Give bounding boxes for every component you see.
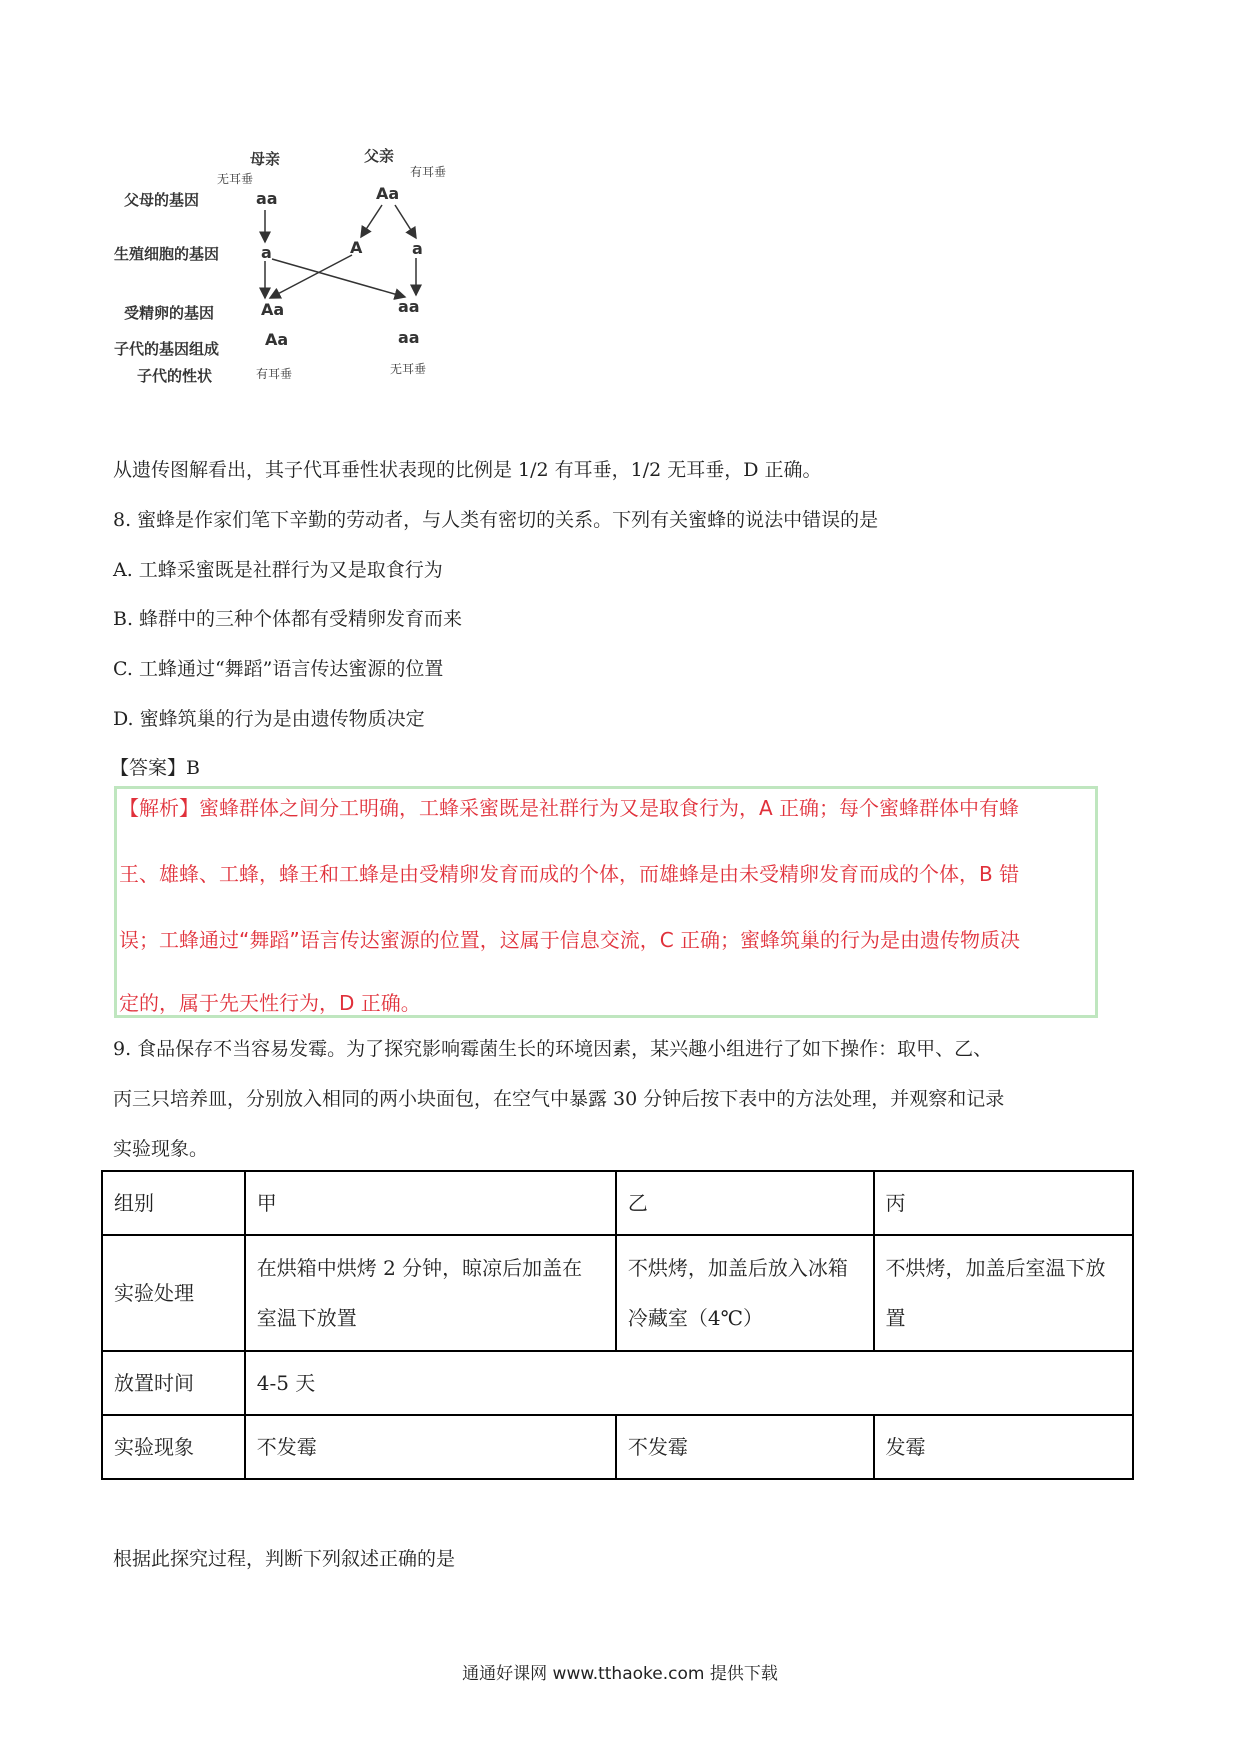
table-row [102,1235,1133,1351]
offspring-left: Aa [265,330,289,349]
diagram-conclusion: 从遗传图解看出，其子代耳垂性状表现的比例是 1/2 有耳垂，1/2 无耳垂，D 正确。 [113,459,822,481]
cell-line: 不烘烤，加盖后放入冰箱 [627,1256,848,1280]
table-cell: 组别 [102,1171,245,1235]
genetic-diagram [100,147,520,440]
table-cell: 发霉 [874,1415,1134,1479]
zygote-left: Aa [261,300,285,319]
cell-line: 不烘烤，加盖后室温下放 [885,1256,1106,1280]
question-9-prompt: 根据此探究过程，判断下列叙述正确的是 [113,1548,456,1570]
father-trait: 有耳垂 [410,165,447,179]
analysis-line-3: 误；工蜂通过“舞蹈”语言传达蜜源的位置，这属于信息交流，C 正确；蜜蜂筑巢的行为是由遗传物质决 [119,928,1021,952]
offspring-right: aa [398,328,420,347]
table-cell: 甲 [245,1171,616,1235]
page-footer: 通通好课网 www.tthaoke.com 提供下载 [462,1664,778,1684]
table-row [102,1171,1133,1235]
analysis-box [114,786,1098,1018]
mother-genotype: aa [256,189,278,208]
father-label: 父亲 [364,147,395,165]
analysis-line-1: 【解析】蜜蜂群体之间分工明确，工蜂采蜜既是社群行为又是取食行为，A 正确；每个蜜蜂群体中有蜂 [119,796,1020,820]
analysis-line-2: 王、雄蜂、工蜂，蜂王和工蜂是由受精卵发育而成的个体，而雄蜂是由未受精卵发育而成的个体，B 错 [119,862,1020,886]
question-8-option-d: D. 蜜蜂筑巢的行为是由遗传物质决定 [113,708,425,730]
table-cell [616,1235,874,1351]
analysis-line-4: 定的，属于先天性行为，D 正确。 [119,991,421,1015]
trait-right: 无耳垂 [390,362,427,376]
table-cell: 实验现象 [102,1415,245,1479]
table-cell: 丙 [874,1171,1134,1235]
mother-gamete: a [261,243,272,262]
table-cell: 实验处理 [102,1235,245,1351]
cell-line: 在烘箱中烘烤 2 分钟，晾凉后加盖在 [256,1256,583,1280]
table-cell [245,1235,616,1351]
cell-line: 冷藏室（4℃） [627,1306,764,1330]
mother-label: 母亲 [250,150,281,168]
mother-trait: 无耳垂 [217,172,254,186]
row-zygote-genes: 受精卵的基因 [124,304,215,322]
experiment-table [101,1170,1134,1480]
row-offspring-trait: 子代的性状 [137,367,213,385]
table-row [102,1415,1133,1479]
question-8-option-a: A. 工蜂采蜜既是社群行为又是取食行为 [113,559,443,581]
table-cell: 不发霉 [245,1415,616,1479]
row-offspring-genotype: 子代的基因组成 [114,340,220,358]
question-8-option-c: C. 工蜂通过“舞蹈”语言传达蜜源的位置 [113,658,444,680]
table-cell: 4-5 天 [245,1351,1133,1415]
table-cell: 不发霉 [616,1415,874,1479]
question-9-line-2: 丙三只培养皿，分别放入相同的两小块面包，在空气中暴露 30 分钟后按下表中的方法处理，并观察和记录 [113,1088,1005,1110]
question-8-answer: 【答案】B [110,757,200,779]
question-8-option-b: B. 蜂群中的三种个体都有受精卵发育而来 [113,608,463,630]
father-gamete-A: A [350,238,363,257]
father-genotype: Aa [376,184,400,203]
table-cell: 放置时间 [102,1351,245,1415]
trait-left: 有耳垂 [256,367,293,381]
question-9-line-3: 实验现象。 [113,1138,209,1160]
question-9-line-1: 9. 食品保存不当容易发霉。为了探究影响霉菌生长的环境因素，某兴趣小组进行了如下操作：取甲、乙、 [113,1038,993,1060]
cell-line: 置 [885,1306,906,1330]
row-gamete-genes: 生殖细胞的基因 [114,245,220,263]
table-row [102,1351,1133,1415]
table-cell: 乙 [616,1171,874,1235]
father-gamete-a: a [412,239,423,258]
question-8: 8. 蜜蜂是作家们笔下辛勤的劳动者，与人类有密切的关系。下列有关蜜蜂的说法中错误的是 [113,509,879,531]
row-parent-genes: 父母的基因 [124,191,200,209]
cell-line: 室温下放置 [256,1306,357,1330]
zygote-right: aa [398,297,420,316]
table-cell [874,1235,1134,1351]
